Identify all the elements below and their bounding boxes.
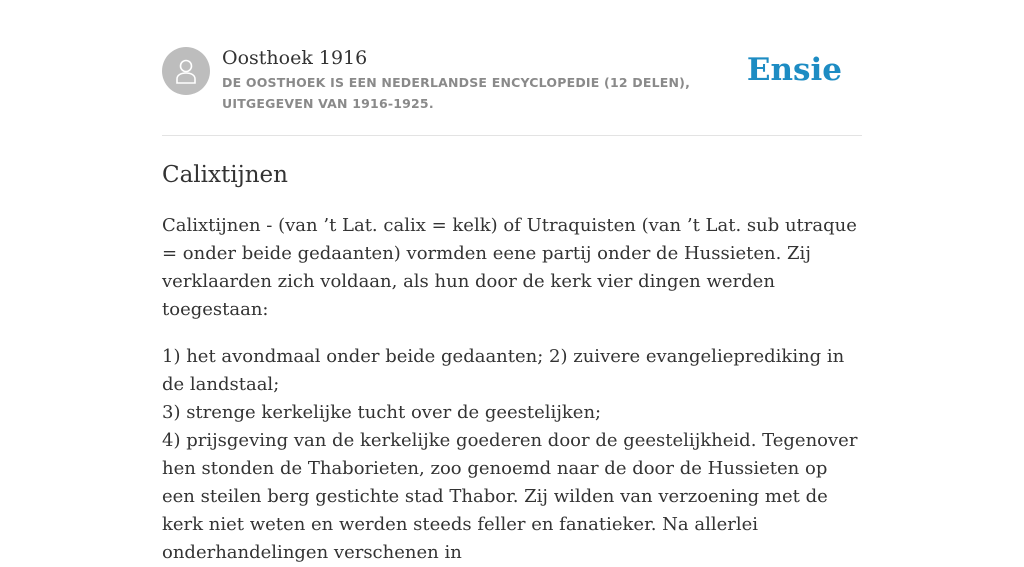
entry-line: 3) strenge kerkelijke tucht over de geestelijken; — [162, 402, 602, 423]
source-title[interactable]: Oosthoek 1916 — [222, 47, 368, 69]
avatar[interactable] — [162, 47, 210, 95]
page-title: Calixtijnen — [162, 162, 288, 188]
source-header — [162, 46, 862, 118]
entry-paragraph: Calixtijnen - (van ’t Lat. calix = kelk) of Utraquisten (van ’t Lat. sub utraque = onder beide gedaanten) vormden eene partij onder de Hussieten. Zij verklaarden zich voldaan, als hun door de kerk vier dingen werden toegestaan: — [162, 215, 857, 320]
entry-content — [162, 212, 862, 567]
brand-logo[interactable]: Ensie — [746, 52, 842, 88]
header-divider — [162, 135, 862, 136]
user-icon — [174, 58, 198, 84]
source-description: DE OOSTHOEK IS EEN NEDERLANDSE ENCYCLOPEDIE (12 DELEN), UITGEGEVEN VAN 1916-1925. — [222, 75, 691, 111]
entry-line: 4) prijsgeving van de kerkelijke goederen door de geestelijkheid. Tegenover hen stonden de Thaborieten, zoo genoemd naar de door de Hussieten op een steilen berg gestichte stad Thabor. Zij wilden van verzoening met de kerk niet weten en werden steeds feller en fanatieker. Na allerlei onderhandelingen verschenen in — [162, 430, 858, 563]
entry-list — [162, 343, 862, 567]
entry-line: 1) het avondmaal onder beide gedaanten; 2) zuivere evangelieprediking in de landstaal; — [162, 346, 845, 395]
